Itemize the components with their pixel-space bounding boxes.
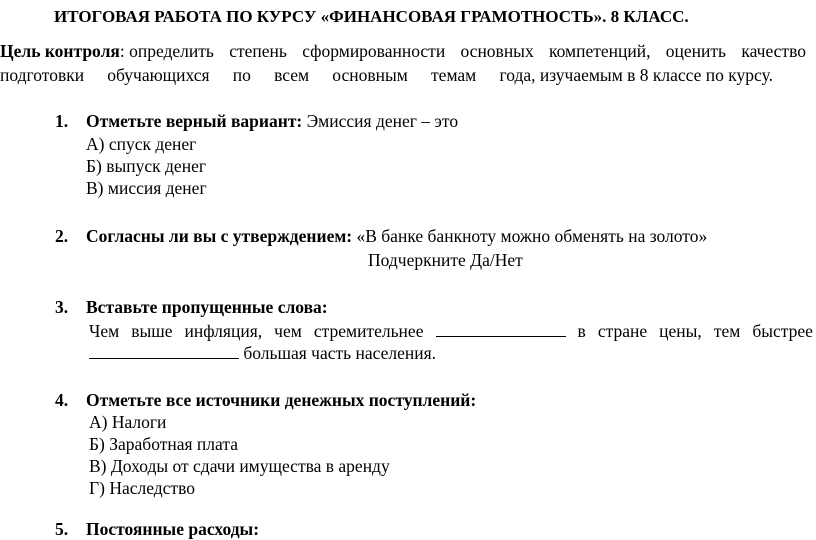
question-number: 1. xyxy=(55,111,69,131)
text-word: в xyxy=(577,321,586,341)
question-number: 4. xyxy=(55,390,69,410)
question-prompt: Отметьте верный вариант: xyxy=(86,111,303,131)
answer-option[interactable]: Б) выпуск денег xyxy=(86,156,207,176)
fill-in-line-1 xyxy=(89,320,813,342)
question-number: 3. xyxy=(55,297,69,317)
goal-word: темам xyxy=(431,65,477,85)
goal-word: года, изучаемым в 8 классе по курсу. xyxy=(499,65,773,85)
goal-word: основных xyxy=(460,41,534,61)
text-word: быстрее xyxy=(752,321,813,341)
goal-word: всем xyxy=(274,65,310,85)
goal-word: подготовки xyxy=(0,65,85,85)
answer-option[interactable]: А) спуск денег xyxy=(86,134,197,154)
question-text xyxy=(86,225,707,247)
page-title: ИТОГОВАЯ РАБОТА ПО КУРСУ «ФИНАНСОВАЯ ГРАМОТНОСТЬ». 8 КЛАСС. xyxy=(54,7,689,26)
text-word: Чем xyxy=(89,321,120,341)
text-word: стране xyxy=(597,321,648,341)
text-word: инфляция, xyxy=(184,321,263,341)
answer-option[interactable]: В) миссия денег xyxy=(86,178,207,198)
question-prompt: Согласны ли вы с утверждением: xyxy=(86,226,353,246)
goal-label: Цель контроля xyxy=(0,41,120,61)
question-number: 5. xyxy=(55,519,69,539)
answer-option[interactable]: В) Доходы от сдачи имущества в аренду xyxy=(89,456,390,476)
goal-word: оценить xyxy=(665,41,727,61)
text-word: чем xyxy=(274,321,302,341)
goal-word: основным xyxy=(332,65,408,85)
goal-word: компетенций, xyxy=(549,41,651,61)
question-prompt: Вставьте пропущенные слова: xyxy=(86,297,328,317)
goal-word: обучающихся xyxy=(107,65,210,85)
question-prompt: Отметьте все источники денежных поступлений: xyxy=(86,390,477,410)
goal-word: степень xyxy=(229,41,287,61)
fill-in-line-2 xyxy=(89,342,436,364)
goal-word: сформированности xyxy=(302,41,446,61)
question-text xyxy=(86,110,458,132)
goal-line-1 xyxy=(0,40,806,62)
question-tail: Эмиссия денег – это xyxy=(302,111,459,131)
text-tail: большая часть населения. xyxy=(239,343,437,363)
goal-line-2 xyxy=(0,64,773,86)
answer-option[interactable]: Г) Наследство xyxy=(89,478,195,498)
text-word: тем xyxy=(713,321,741,341)
goal-word: качество xyxy=(741,41,806,61)
text-word: стремительнее xyxy=(313,321,424,341)
goal-word: Цель контроля: определить xyxy=(0,41,214,61)
answer-instruction[interactable]: Подчеркните Да/Нет xyxy=(368,250,523,270)
question-number: 2. xyxy=(55,226,69,246)
text-word: цены, xyxy=(659,321,702,341)
answer-blank[interactable] xyxy=(89,342,239,359)
answer-option[interactable]: А) Налоги xyxy=(89,412,167,432)
text-word: выше xyxy=(131,321,173,341)
answer-option[interactable]: Б) Заработная плата xyxy=(89,434,238,454)
question-tail: «В банке банкноту можно обменять на золото» xyxy=(352,226,708,246)
goal-word: по xyxy=(232,65,251,85)
answer-blank[interactable] xyxy=(436,320,566,337)
question-prompt: Постоянные расходы: xyxy=(86,519,260,539)
